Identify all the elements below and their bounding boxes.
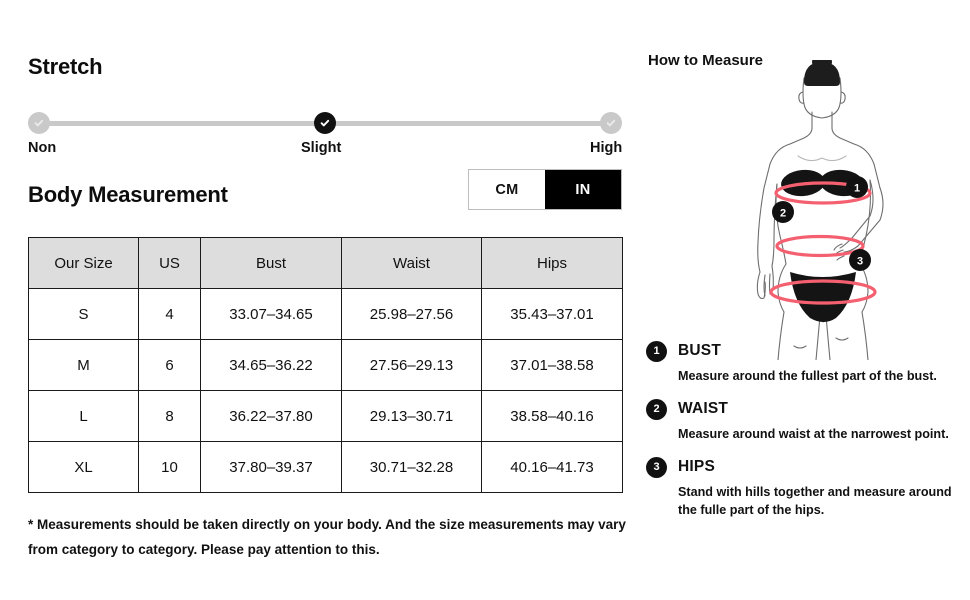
hair-bun (804, 60, 840, 86)
stretch-label-high: High (590, 140, 623, 156)
table-row (29, 442, 623, 493)
figure-marker-1 (846, 176, 868, 198)
cell-bust: 36.22–37.80 (201, 391, 342, 442)
column-header-bust: Bust (201, 238, 342, 289)
cell-us: 6 (139, 340, 201, 391)
how-to-measure-panel (640, 0, 970, 600)
table-row (29, 391, 623, 442)
legend-desc-waist: Measure around waist at the narrowest point. (678, 427, 949, 441)
unit-toggle-in-button[interactable]: IN (545, 170, 621, 209)
cell-waist: 29.13–30.71 (342, 391, 482, 442)
measurement-footnote: * Measurements should be taken directly on your body. And the size measurements may vary from category to category. Please pay attention to this. (28, 517, 626, 557)
svg-text:1: 1 (853, 182, 861, 195)
svg-text:3: 3 (856, 255, 864, 268)
column-header-our-size: Our Size (29, 238, 139, 289)
column-header-us: US (139, 238, 201, 289)
cell-hips: 35.43–37.01 (482, 289, 623, 340)
cell-bust: 37.80–39.37 (201, 442, 342, 493)
column-header-hips: Hips (482, 238, 623, 289)
column-header-waist: Waist (342, 238, 482, 289)
stretch-node-high[interactable] (600, 112, 622, 134)
cell-hips: 40.16–41.73 (482, 442, 623, 493)
cell-hips: 38.58–40.16 (482, 391, 623, 442)
how-to-measure-title: How to Measure (648, 52, 764, 69)
body-measurement-section-title: Body Measurement (28, 182, 228, 207)
body-measurement-figure-icon (732, 60, 917, 360)
cell-hips: 37.01–38.58 (482, 340, 623, 391)
table-row (29, 289, 623, 340)
size-measurement-table (28, 237, 623, 493)
legend-badge-2: 2 (646, 399, 667, 420)
unit-toggle-cm-button[interactable]: CM (469, 170, 545, 209)
cell-bust: 33.07–34.65 (201, 289, 342, 340)
cell-waist: 30.71–32.28 (342, 442, 482, 493)
cell-size: XL (29, 442, 139, 493)
legend-title-bust: BUST (678, 342, 721, 359)
cell-size: S (29, 289, 139, 340)
unit-toggle[interactable] (468, 169, 622, 210)
legend-item-waist (646, 398, 970, 443)
figure-marker-3 (849, 249, 871, 271)
legend-desc-bust: Measure around the fullest part of the bust. (678, 369, 937, 383)
legend-item-hips (646, 456, 970, 519)
legend-item-bust (646, 340, 970, 385)
waist-band (777, 237, 863, 256)
cell-size: M (29, 340, 139, 391)
cell-us: 8 (139, 391, 201, 442)
check-circle-icon (33, 117, 45, 129)
cell-bust: 34.65–36.22 (201, 340, 342, 391)
stretch-slider[interactable] (28, 112, 622, 140)
stretch-node-non[interactable] (28, 112, 50, 134)
cell-us: 4 (139, 289, 201, 340)
svg-text:2: 2 (779, 207, 787, 220)
legend-desc-hips: Stand with hills together and measure around the fulle part of the hips. (678, 485, 952, 517)
check-circle-icon (319, 117, 331, 129)
legend-title-waist: WAIST (678, 400, 729, 417)
cell-us: 10 (139, 442, 201, 493)
stretch-label-slight: Slight (301, 140, 342, 156)
stretch-section-title: Stretch (28, 54, 103, 79)
check-circle-icon (605, 117, 617, 129)
measure-legend-list (646, 340, 970, 532)
cell-waist: 27.56–29.13 (342, 340, 482, 391)
stretch-node-slight[interactable] (314, 112, 336, 134)
legend-title-hips: HIPS (678, 458, 715, 475)
legend-badge-3: 3 (646, 457, 667, 478)
stretch-label-non: Non (28, 140, 57, 156)
legend-badge-1: 1 (646, 341, 667, 362)
figure-marker-2 (772, 201, 794, 223)
cell-waist: 25.98–27.56 (342, 289, 482, 340)
cell-size: L (29, 391, 139, 442)
table-header-row (29, 238, 623, 289)
table-row (29, 340, 623, 391)
